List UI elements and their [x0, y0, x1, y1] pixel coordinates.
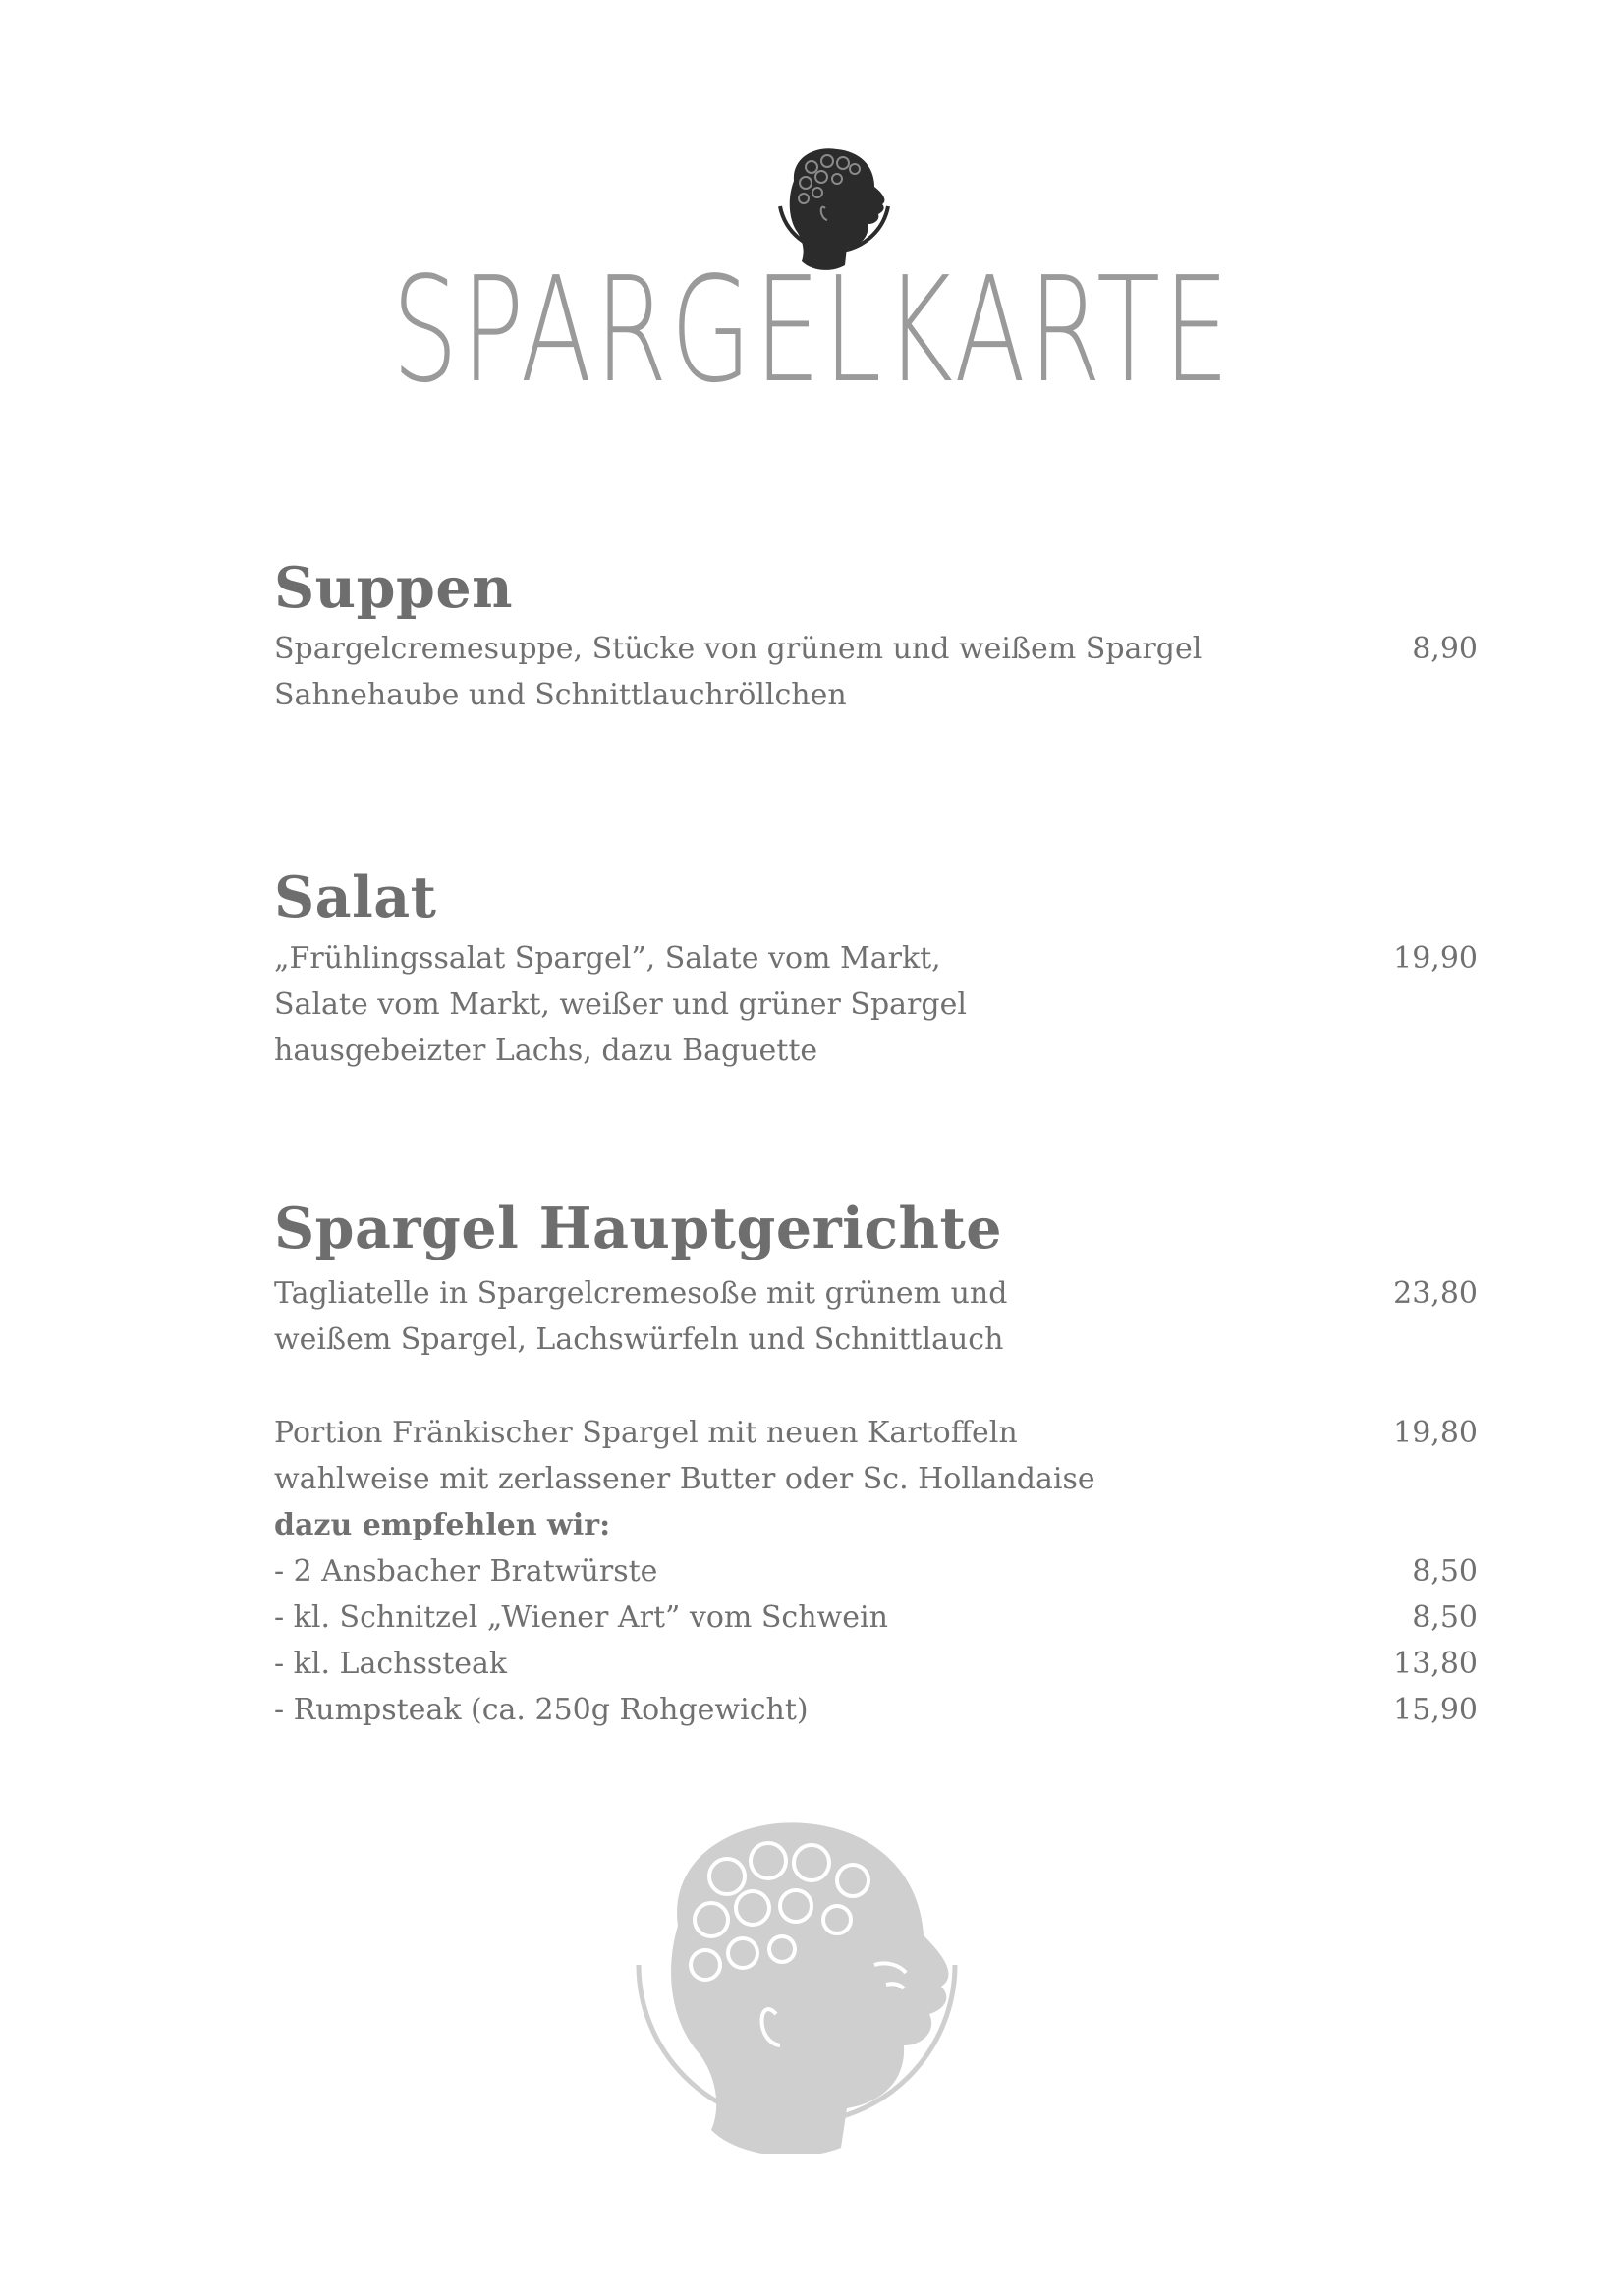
head-profile-watermark-icon: [629, 1818, 965, 2154]
menu-item-row: [274, 1595, 1478, 1641]
section-suppen: [274, 555, 1478, 718]
section-salat: [274, 865, 1478, 1074]
page-title: SPARGELKARTE: [391, 246, 1233, 415]
section-hauptgerichte: [274, 1196, 1478, 1733]
menu-item-text: - kl. Schnitzel „Wiener Art” vom Schwein: [274, 1600, 888, 1636]
menu-item-price: 19,80: [1393, 1416, 1478, 1451]
section-heading: Spargel Hauptgerichte: [274, 1196, 1003, 1261]
menu-item-row: [274, 672, 1478, 718]
menu-item-text: hausgebeizter Lachs, dazu Baguette: [274, 1034, 818, 1069]
menu-item-row: [274, 1687, 1478, 1733]
menu-item-price: 8,50: [1412, 1600, 1478, 1636]
menu-item-row: [274, 981, 1478, 1028]
section-heading: Salat: [274, 865, 437, 930]
menu-item-text: Salate vom Markt, weißer und grüner Spargel: [274, 987, 967, 1023]
menu-item-text: - 2 Ansbacher Bratwürste: [274, 1554, 658, 1590]
menu-item-text: weißem Spargel, Lachswürfeln und Schnittlauch: [274, 1322, 1004, 1358]
menu-item-price: 19,90: [1393, 941, 1478, 977]
menu-item-row: [274, 1316, 1478, 1363]
menu-item-row: [274, 1028, 1478, 1074]
menu-item-row: [274, 1410, 1478, 1456]
menu-item-row: [274, 1456, 1478, 1502]
menu-item-text: Portion Fränkischer Spargel mit neuen Kartoffeln: [274, 1416, 1018, 1451]
menu-item-row: [274, 1270, 1478, 1316]
menu-item-row: [274, 1548, 1478, 1595]
menu-item-price: 8,90: [1412, 632, 1478, 667]
menu-item-text: Tagliatelle in Spargelcremesoße mit grünem und: [274, 1276, 1008, 1312]
menu-item-price: 13,80: [1393, 1647, 1478, 1682]
menu-item-text: - kl. Lachssteak: [274, 1647, 508, 1682]
menu-item-text: „Frühlingssalat Spargel”, Salate vom Markt,: [274, 941, 941, 977]
menu-item-row: [274, 626, 1478, 672]
menu-item-price: 8,50: [1412, 1554, 1478, 1590]
menu-item-price: 23,80: [1393, 1276, 1478, 1312]
menu-item-text: - Rumpsteak (ca. 250g Rohgewicht): [274, 1693, 809, 1728]
menu-item-row: [274, 935, 1478, 981]
menu-item-row: [274, 1641, 1478, 1687]
menu-item-text: wahlweise mit zerlassener Butter oder Sc. Hollandaise: [274, 1462, 1095, 1497]
recommendation-heading: [274, 1502, 1478, 1548]
menu-item-text: Sahnehaube und Schnittlauchröllchen: [274, 678, 847, 713]
menu-item-text: dazu empfehlen wir:: [274, 1508, 611, 1543]
section-heading: Suppen: [274, 555, 514, 621]
menu-item-text: Spargelcremesuppe, Stücke von grünem und weißem Spargel: [274, 632, 1203, 667]
menu-item-price: 15,90: [1393, 1693, 1478, 1728]
